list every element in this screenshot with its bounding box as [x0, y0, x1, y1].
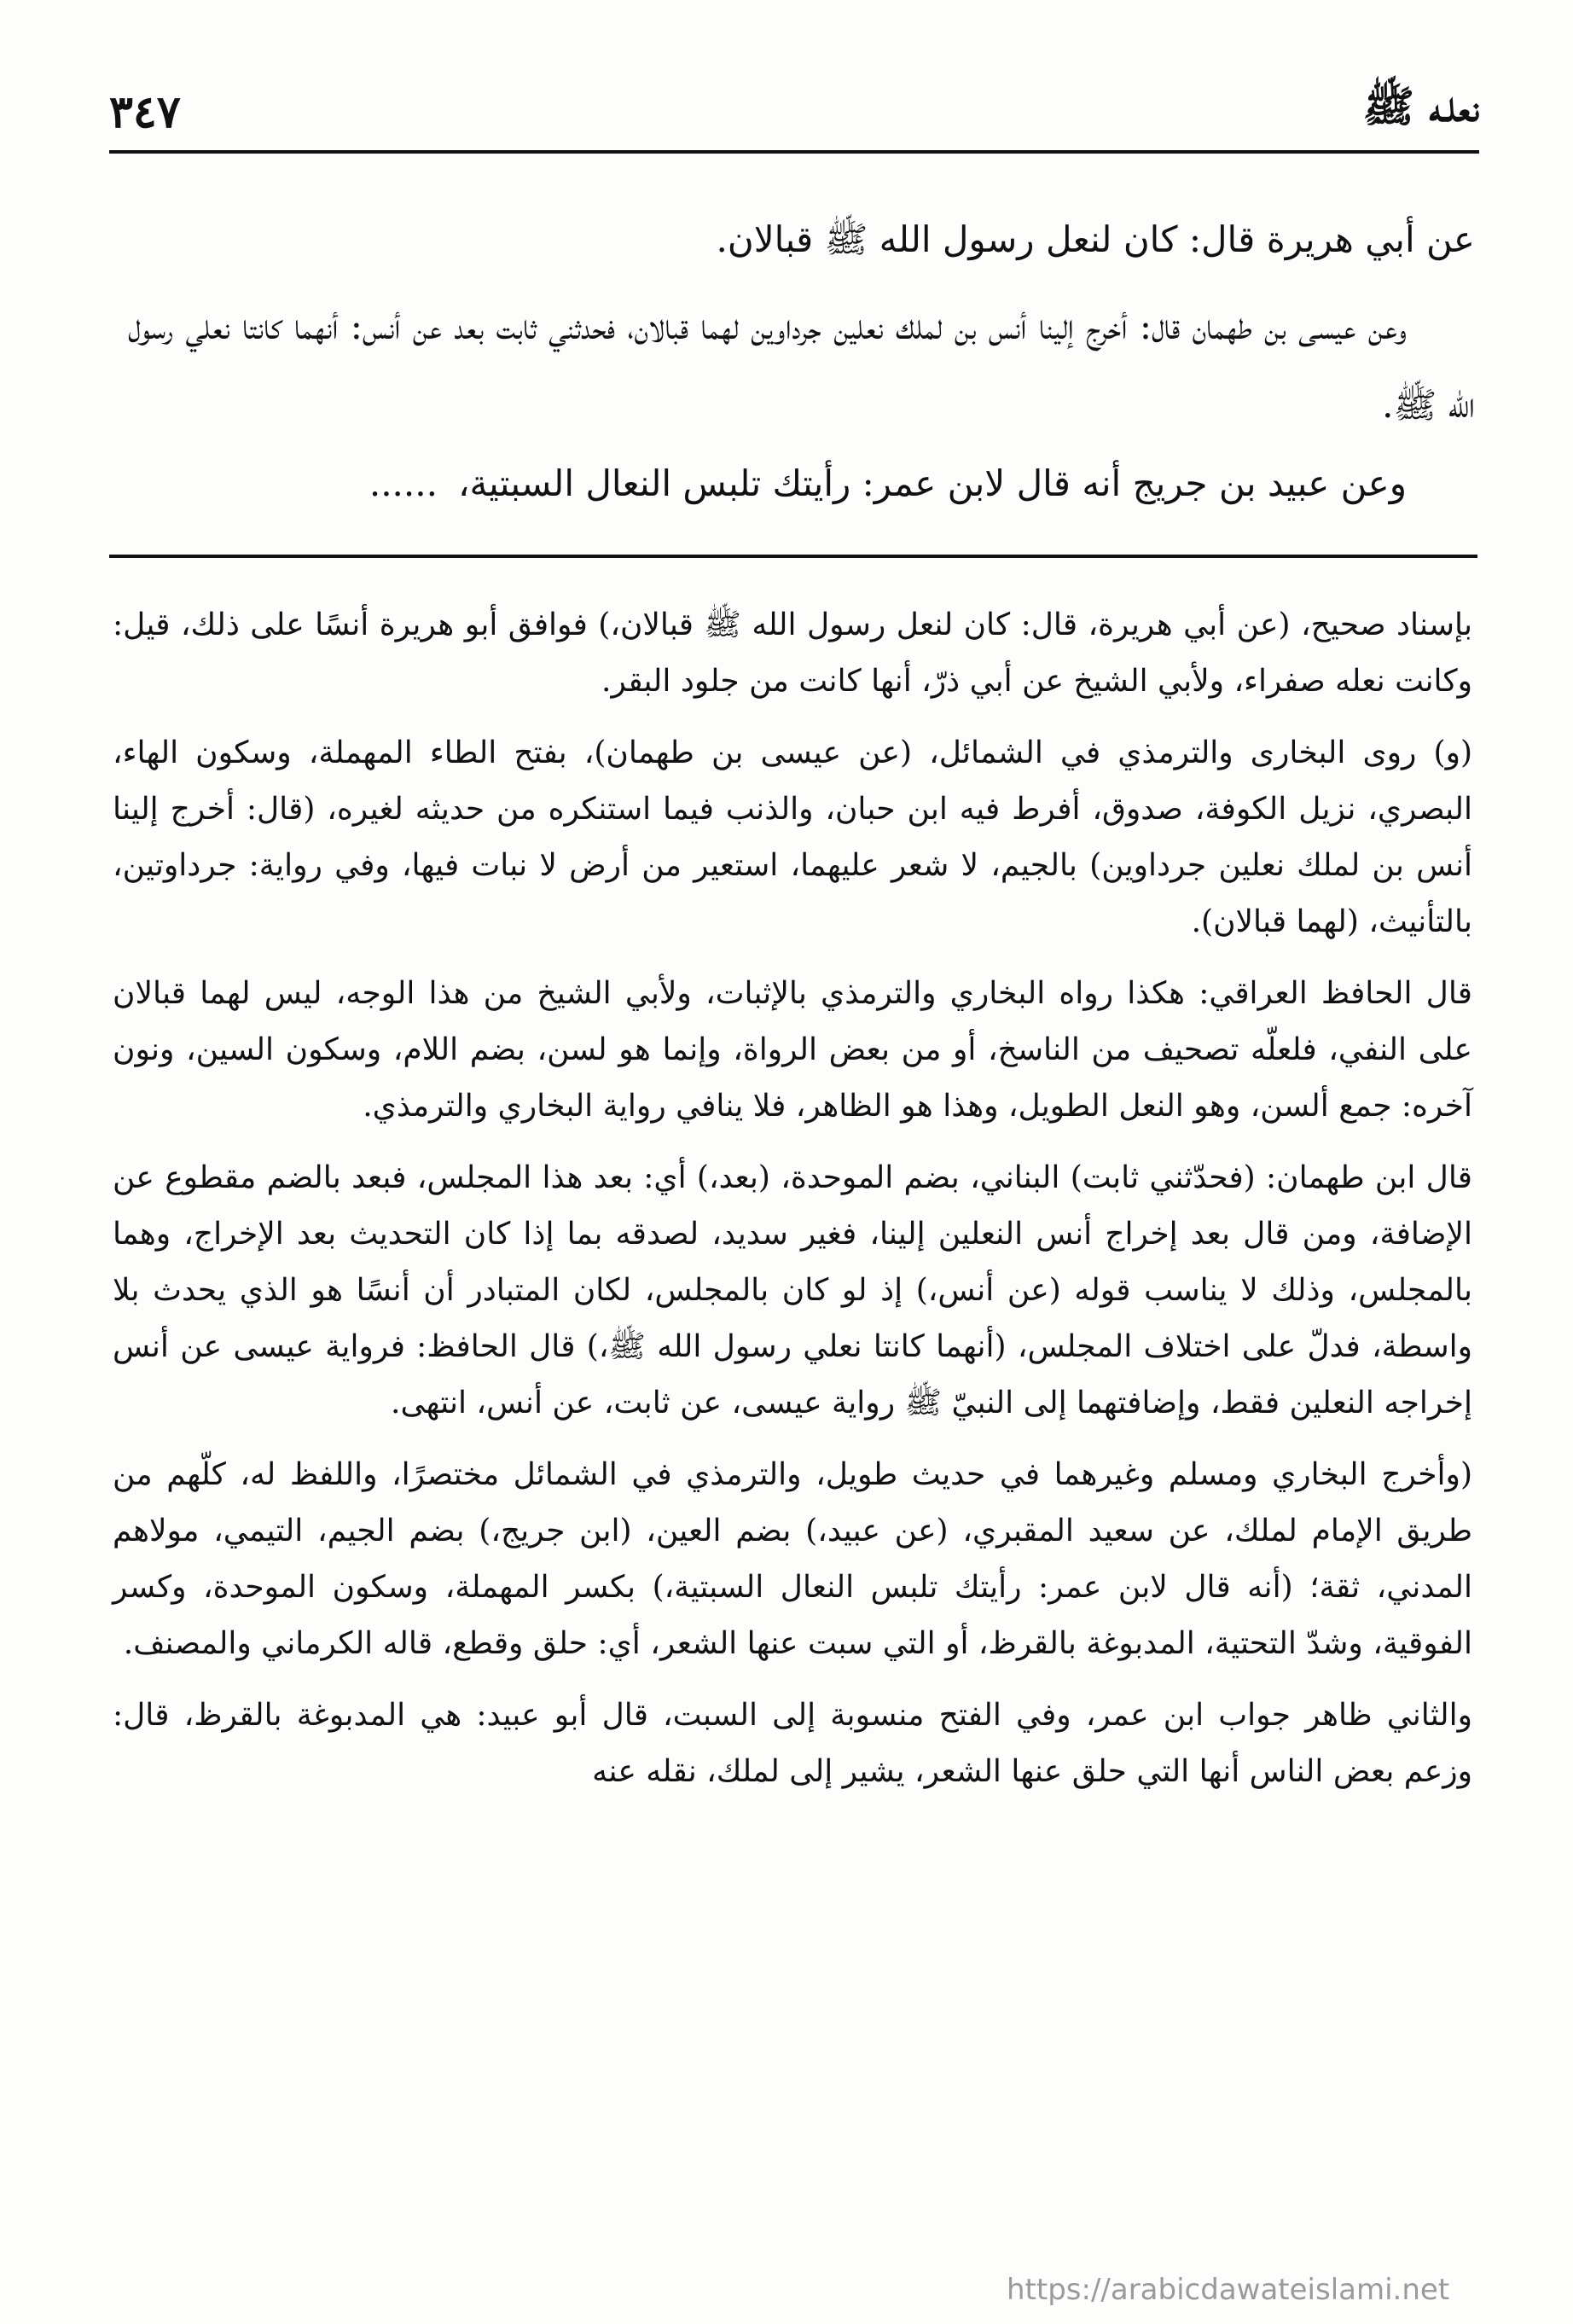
commentary-paragraph: (و) روى البخارى والترمذي في الشمائل، (عن عيسى بن طهمان)، بفتح الطاء المهملة، وسكون الهاء، البصري، نزيل الكوفة، صدوق، أفرط فيه ابن حبان، والذنب فيما استنكره من حديثه لغيره، (قال: أخرج إلينا أنس بن لملك نعلين جرداوين) بالجيم، لا شعر عليهما، استعير من أرض لا نبات فيها، وفي رواية: جرداوتين، بالتأنيث، (لهما قبالان). — [113, 735, 1472, 939]
hadith-line-text: وعن عبيد بن جريج أنه قال لابن عمر: رأيتك تلبس النعال السبتية، — [457, 462, 1407, 504]
commentary-paragraph: والثاني ظاهر جواب ابن عمر، وفي الفتح منسوبة إلى السبت، قال أبو عبيد: هي المدبوغة بالقرظ، قال: وزعم بعض الناس أنها التي حلق عنها الشعر، يشير إلى لملك، نقله عنه — [113, 1698, 1472, 1789]
hadith-text — [128, 200, 1475, 523]
header-rule — [109, 150, 1479, 154]
page-header — [109, 82, 1479, 142]
commentary-paragraph: بإسناد صحيح، (عن أبي هريرة، قال: كان لنعل رسول الله ﷺ قبالان،) فوافق أبو هريرة أنسًا على ذلك، قيل: وكانت نعله صفراء، ولأبي الشيخ عن أبي ذرّ، أنها كانت من جلود البقر. — [113, 607, 1472, 699]
commentary-paragraph: قال ابن طهمان: (فحدّثني ثابت) البناني، بضم الموحدة، (بعد،) أي: بعد هذا المجلس، فبعد بالضم مقطوع عن الإضافة، ومن قال بعد إخراج أنس النعلين إلينا، فغير سديد، لصدقه بما إذا كان التحديث بعد الإخراج، وهما بالمجلس، وذلك لا يناسب قوله (عن أنس،) إذ لو كان بالمجلس، لكان المتبادر أن أنسًا هو الذي يحدث بلا واسطة، فدلّ على اختلاف المجلس، (أنهما كانتا نعلي رسول الله ﷺ،) قال الحافظ: فرواية عيسى عن أنس إخراجه النعلين فقط، وإضافتهما إلى النبيّ ﷺ رواية عيسى، عن ثابت، عن أنس، انتهى. — [113, 1160, 1472, 1421]
hadith-line: عن أبي هريرة قال: كان لنعل رسول الله ﷺ قبالان. — [716, 218, 1475, 260]
commentary-paragraph: قال الحافظ العراقي: هكذا رواه البخاري والترمذي بالإثبات، ولأبي الشيخ من هذا الوجه، ليس لهما قبالان على النفي، فلعلّه تصحيف من الناسخ، أو من بعض الرواة، وإنما هو لسن، بضم اللام، وسكون السين، ونون آخره: جمع ألسن، وهو النعل الطويل، وهذا هو الظاهر، فلا ينافي رواية البخاري والترمذي. — [113, 976, 1472, 1124]
commentary-paragraph: (وأخرج البخاري ومسلم وغيرهما في حديث طويل، والترمذي في الشمائل مختصرًا، واللفظ له، كلّهم من طريق الإمام لملك، عن سعيد المقبري، (عن عبيد،) بضم العين، (ابن جريج،) بضم الجيم، التيمي، مولاهم المدني، ثقة؛ (أنه قال لابن عمر: رأيتك تلبس النعال السبتية،) بكسر المهملة، وسكون الموحدة، وكسر الفوقية، وشدّ التحتية، المدبوغة بالقرظ، أو التي سبت عنها الشعر، أي: حلق وقطع، قاله الكرماني والمصنف. — [113, 1457, 1472, 1661]
hadith-line — [128, 444, 1475, 523]
chapter-title: نعلـه ﷺ — [1362, 81, 1479, 131]
ellipsis-dots: ...... — [369, 462, 438, 504]
hadith-line: وعن عيسى بن طهمان قال: أخرج إلينا أنس بن لملك نعلين جرداوين لهما قبالان، فحدثني ثابت بعد عن أنس: أنهما كانتا نعلي رسول الله ﷺ. — [128, 305, 1475, 426]
commentary-text — [113, 597, 1472, 1816]
section-divider — [109, 555, 1477, 558]
page-number: ٣٤٧ — [109, 85, 181, 138]
watermark-url: https://arabicdawateislami.net — [1007, 2273, 1450, 2307]
